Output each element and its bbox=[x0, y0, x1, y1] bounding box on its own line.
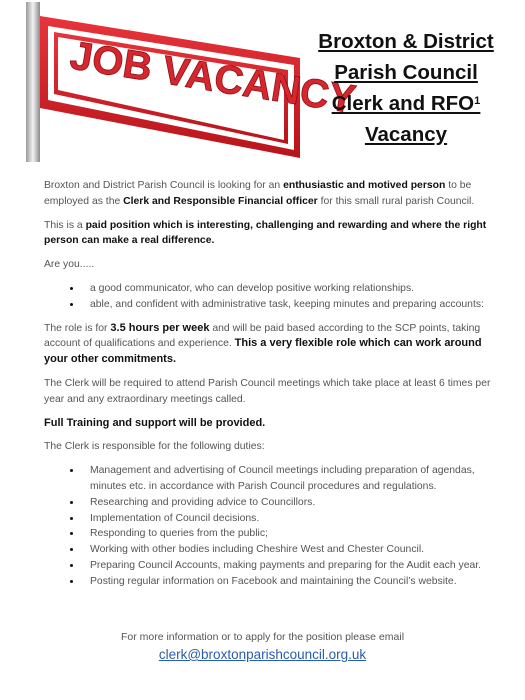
contact-text: For more information or to apply for the position please email bbox=[120, 631, 405, 643]
paid-paragraph bbox=[44, 218, 506, 250]
paid-bold: paid position which is interesting, challenging and rewarding and where the right person can make a real difference. bbox=[44, 219, 487, 247]
paid-text: This is a bbox=[44, 219, 86, 231]
intro-text-2: to be employed as the bbox=[44, 180, 472, 207]
sign-text: JOB VACANCY bbox=[67, 33, 359, 123]
list-item: • Working with other bodies including Cheshire West and Chester Council. bbox=[82, 542, 506, 558]
duties-intro: The Clerk is responsible for the following duties: bbox=[44, 441, 265, 453]
qualities-list bbox=[44, 281, 506, 313]
title-line-3 bbox=[300, 88, 512, 119]
list-item: • Implementation of Council decisions. bbox=[82, 511, 506, 527]
role-paragraph bbox=[44, 321, 506, 368]
title-line-4: Vacancy bbox=[364, 123, 448, 146]
title-line-1: Broxton & District bbox=[318, 30, 494, 53]
duties-list bbox=[44, 463, 506, 589]
list-item: • Responding to queries from the public; bbox=[82, 526, 506, 542]
role-text-1: The role is for bbox=[44, 322, 111, 334]
intro-bold-2: Clerk and Responsible Financial officer bbox=[123, 195, 318, 207]
role-text-2: and will be paid based according to the SCP points, taking account of qualifications and experience. bbox=[44, 322, 481, 350]
list-item: • Posting regular information on Facebook and maintaining the Council’s website. bbox=[82, 574, 506, 590]
list-item: • Researching and providing advice to Councillors. bbox=[82, 495, 506, 511]
contact-email-link[interactable]: clerk@broxtonparishcouncil.org.uk bbox=[158, 647, 367, 662]
footnote-marker: 1 bbox=[474, 95, 481, 107]
intro-bold-1: enthusiastic and motived person bbox=[283, 180, 446, 191]
intro-text-1: Broxton and District Parish Council is looking for an bbox=[44, 180, 284, 191]
title-line-2: Parish Council bbox=[334, 61, 478, 84]
intro-paragraph bbox=[44, 178, 506, 210]
role-bold-2: This a very flexible role which can work around your other commitments. bbox=[44, 337, 482, 366]
list-item: • able, and confident with administrative task, keeping minutes and preparing accounts: bbox=[82, 297, 506, 313]
list-item: • Preparing Council Accounts, making payments and preparing for the Audit each year. bbox=[82, 558, 506, 574]
training-paragraph bbox=[44, 416, 506, 432]
are-you-text: Are you..... bbox=[44, 259, 95, 271]
vacancy-title bbox=[300, 26, 512, 150]
training-bold: Full Training and support will be provided. bbox=[44, 416, 266, 429]
list-item: • a good communicator, who can develop positive working relationships. bbox=[82, 281, 506, 297]
intro-text-3: for this small rural parish Council. bbox=[317, 195, 475, 207]
list-item: • Management and advertising of Council meetings including preparation of agendas, minutes etc. in accordance with Parish Council procedures and regulations. bbox=[82, 463, 506, 495]
role-bold-1: 3.5 hours per week bbox=[110, 321, 210, 334]
meetings-paragraph: The Clerk will be required to attend Parish Council meetings which take place at least 6 times per year and any extraordinary meetings called. bbox=[44, 377, 491, 405]
vacancy-body bbox=[44, 178, 506, 598]
title-line-3-text: Clerk and RFO bbox=[331, 92, 475, 115]
job-vacancy-sign-image bbox=[18, 2, 359, 162]
